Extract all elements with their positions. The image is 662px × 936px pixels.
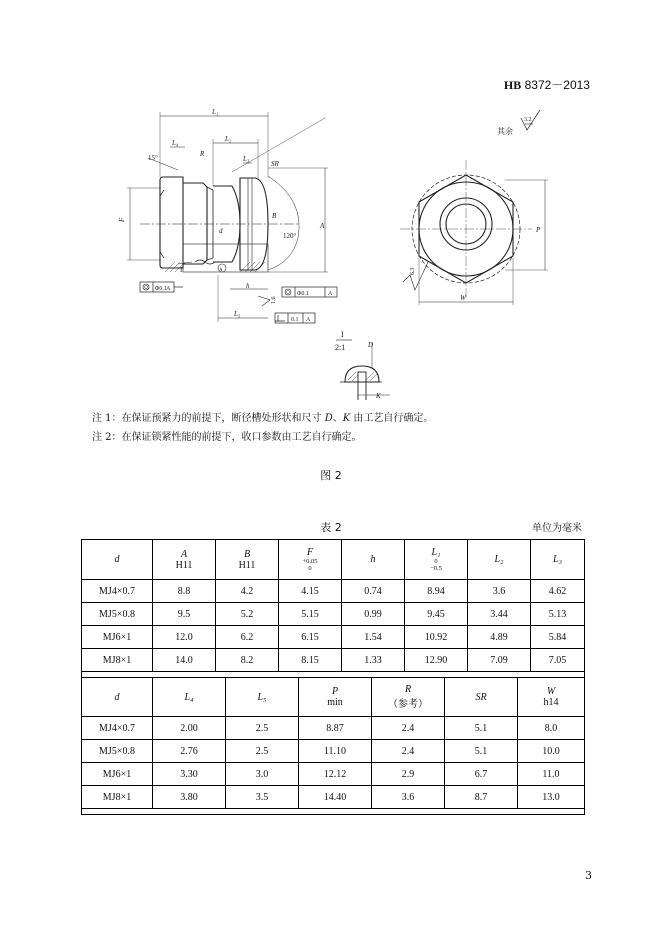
label-A: A xyxy=(320,222,325,230)
label-L2: L₂ xyxy=(225,135,232,143)
pos-tolerance-1-ref: A xyxy=(166,286,171,292)
table-row: MJ8×1 14.0 8.2 8.15 1.33 12.90 7.09 7.05 xyxy=(82,649,585,672)
front-view xyxy=(400,110,548,305)
note-2-label: 注 2： xyxy=(92,432,122,443)
label-W: W xyxy=(460,294,466,302)
note-1-text-b: 由工艺自行确定。 xyxy=(350,413,434,424)
label-K: K xyxy=(376,392,381,400)
table-header-row xyxy=(82,678,585,717)
col-L2: L₂ xyxy=(468,540,531,580)
col-h: h xyxy=(342,540,405,580)
note-1 xyxy=(92,413,433,425)
code-number: 8372－2013 xyxy=(524,78,590,92)
table-caption: 表 2 xyxy=(320,521,342,534)
note-1-label: 注 1： xyxy=(92,413,122,424)
table-row: MJ5×0.8 9.5 5.2 5.15 0.99 9.45 3.44 5.13 xyxy=(82,603,585,626)
label-L1: L₁ xyxy=(212,108,219,116)
table-row: MJ6×1 3.30 3.0 12.12 2.9 6.7 11.0 xyxy=(82,763,585,786)
label-15deg: 15° xyxy=(148,154,158,162)
pos-tolerance-2: Φ0.1 xyxy=(297,291,309,297)
col-W: W h14 xyxy=(518,678,585,717)
rest-roughness: 3.2 xyxy=(524,117,532,123)
label-P: P xyxy=(536,226,541,234)
note-1-sep: 、 xyxy=(332,413,343,424)
col-R: R （参考） xyxy=(372,678,445,717)
unit-label: 单位为毫米 xyxy=(532,523,582,534)
table-row: MJ6×1 12.0 6.2 6.15 1.54 10.92 4.89 5.84 xyxy=(82,626,585,649)
table-row: MJ5×0.8 2.76 2.5 11.10 2.4 5.1 10.0 xyxy=(82,740,585,763)
pos-tolerance-1: Φ0.1 xyxy=(155,286,167,292)
table-header-row xyxy=(82,540,585,580)
table-row: MJ8×1 3.80 3.5 14.40 3.6 8.7 13.0 xyxy=(82,786,585,809)
label-h: h xyxy=(246,282,250,290)
roughness-6-3: 6.3 xyxy=(410,267,416,275)
roughness-1-6: 1.6 xyxy=(271,296,277,304)
rest-label: 其余 xyxy=(497,127,513,136)
pos-tolerance-2-ref: A xyxy=(328,291,333,297)
note-1-text-a: 在保证预紧力的前提下，断径槽处形状和尺寸 xyxy=(121,413,325,424)
detail-scale: 2:1 xyxy=(335,343,346,352)
col-A: A H11 xyxy=(153,540,216,580)
note-2-text: 在保证锁紧性能的前提下，收口参数由工艺自行确定。 xyxy=(121,432,362,443)
label-d: d xyxy=(219,227,223,235)
table-row: MJ4×0.7 8.8 4.2 4.15 0.74 8.94 3.6 4.62 xyxy=(82,580,585,603)
code-prefix: HB xyxy=(503,78,522,92)
figure-caption: 图 2 xyxy=(320,469,342,482)
label-L5: L₅ xyxy=(234,310,241,318)
col-L4: L₄ xyxy=(153,678,226,717)
label-I: I xyxy=(180,266,183,274)
col-B: B H11 xyxy=(216,540,279,580)
perp-tolerance: 0.1 xyxy=(291,317,299,323)
col-d: d xyxy=(82,540,153,580)
col-L1: L₁ 0 −0.5 xyxy=(405,540,468,580)
note-1-sym-k: K xyxy=(342,413,351,424)
col-L3: L₃ xyxy=(531,540,585,580)
label-R: R xyxy=(200,150,205,158)
label-F: F xyxy=(118,217,126,222)
technical-drawing xyxy=(0,0,662,400)
col-L5: L₅ xyxy=(226,678,299,717)
table-row: MJ4×0.7 2.00 2.5 8.87 2.4 5.1 8.0 xyxy=(82,717,585,740)
col-P: P min xyxy=(299,678,372,717)
table-dimensions-1 xyxy=(81,539,585,672)
label-circle-A: A xyxy=(219,268,223,273)
col-d: d xyxy=(82,678,153,717)
label-L4: L₄ xyxy=(172,139,179,147)
label-120deg: 120° xyxy=(283,232,297,240)
col-F: F +0.05 0 xyxy=(279,540,342,580)
page-number: 3 xyxy=(585,869,592,882)
detail-number: I xyxy=(341,330,344,339)
label-SR: SR xyxy=(271,160,279,168)
table-dimensions-2 xyxy=(81,677,585,809)
col-SR: SR xyxy=(445,678,518,717)
note-1-sym-d: D xyxy=(324,413,333,424)
label-L3: L₃ xyxy=(243,155,250,163)
label-B: B xyxy=(272,212,277,220)
perp-tolerance-ref: A xyxy=(306,317,311,323)
note-2 xyxy=(92,432,362,444)
label-D: D xyxy=(368,341,374,349)
